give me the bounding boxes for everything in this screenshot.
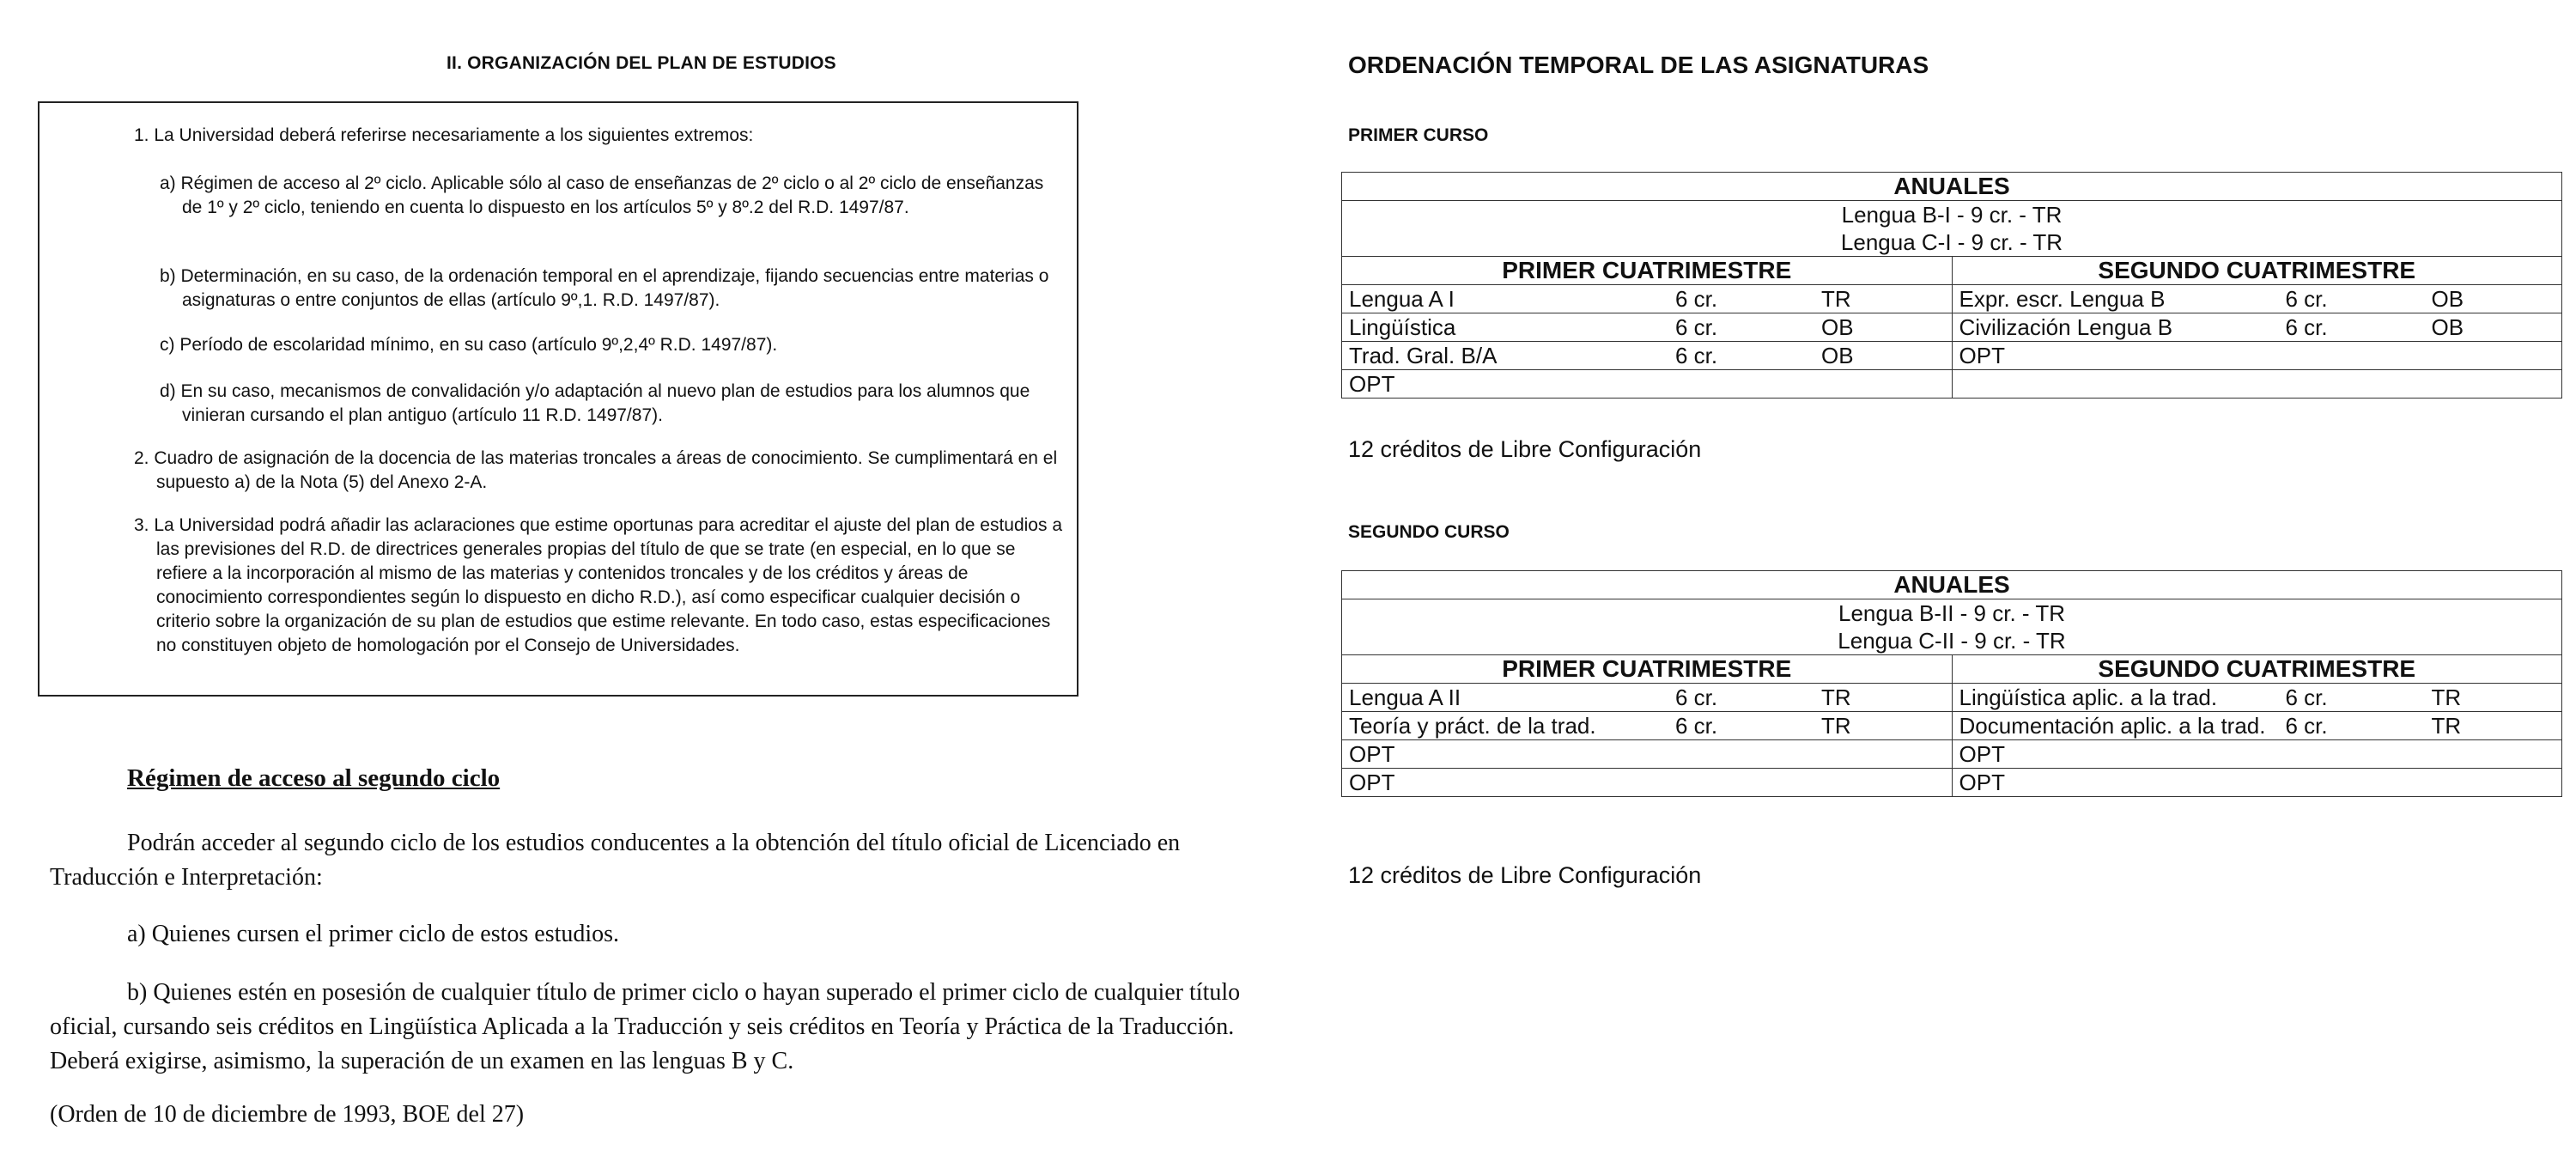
access-heading: Régimen de acceso al segundo ciclo [127, 764, 501, 792]
instruction-item-1: 1. La Universidad deberá referirse necesariamente a los siguientes extremos: [134, 125, 754, 145]
table-row [1342, 370, 2562, 399]
subject-credits: 6 cr. [1675, 685, 1718, 710]
subject-type [1821, 370, 1907, 398]
subject-type: OB [2431, 314, 2464, 340]
subject-type: TR [1821, 713, 1851, 739]
instruction-item-a: a) Régimen de acceso al 2º ciclo. Aplicable sólo al caso de enseñanzas de 2º ciclo o al 2º ciclo de enseñanzas de 1º y 2º ciclo, teniendo en cuenta lo dispuesto en los artículos 5º y 8º.2 del R.D. 1497/87. [160, 173, 1044, 217]
subject-type [2432, 342, 2518, 369]
anual-subjects [1342, 201, 2562, 257]
subject-type [2432, 769, 2518, 796]
instruction-item-b: b) Determinación, en su caso, de la ordenación temporal en el aprendizaje, fijando secuencias entre materias o asignaturas o entre conjuntos de ellas (artículo 9º,1. R.D. 1497/87). [160, 266, 1049, 310]
section-title: II. ORGANIZACIÓN DEL PLAN DE ESTUDIOS [447, 53, 836, 73]
subject-name: Lengua A II [1349, 685, 1461, 710]
subject-name: OPT [1959, 770, 2005, 795]
anuales-header: ANUALES [1342, 571, 2562, 599]
subject-name: Lingüística [1349, 314, 1456, 340]
subject-name: OPT [1349, 741, 1395, 767]
subject-name: Teoría y práct. de la trad. [1349, 713, 1596, 739]
anual-subject: Lengua B-II - 9 cr. - TR [1838, 600, 2065, 626]
table-row [1342, 740, 2562, 769]
subject-name: Documentación aplic. a la trad. [1959, 713, 2266, 739]
anual-subject: Lengua C-II - 9 cr. - TR [1838, 628, 2066, 654]
schedule-table-1 [1341, 172, 2562, 399]
subject-credits [1675, 769, 1821, 796]
access-option-b [50, 976, 1269, 1079]
subject-credits [2286, 342, 2432, 369]
subject-credits: 6 cr. [1675, 343, 1718, 368]
sem1-header: PRIMER CUATRIMESTRE [1342, 655, 1953, 684]
libre-configuracion-note-1: 12 créditos de Libre Configuración [1348, 436, 1702, 462]
anual-subject: Lengua B-I - 9 cr. - TR [1841, 202, 2063, 228]
sem2-header: SEGUNDO CUATRIMESTRE [1952, 655, 2562, 684]
subject-name: Trad. Gral. B/A [1349, 343, 1498, 368]
subject-name: Civilización Lengua B [1959, 314, 2173, 340]
subject-type: OB [1821, 314, 1854, 340]
schedule-title: ORDENACIÓN TEMPORAL DE LAS ASIGNATURAS [1348, 52, 1929, 78]
table-row [1342, 769, 2562, 797]
access-option-a-text: a) Quienes cursen el primer ciclo de estos estudios. [127, 921, 620, 947]
subject-name: Lengua A I [1349, 286, 1455, 312]
subject-credits: 6 cr. [1675, 713, 1718, 739]
subject-type [2432, 740, 2518, 768]
anual-subjects [1342, 599, 2562, 655]
subject-credits: 6 cr. [2285, 314, 2328, 340]
instruction-item-3: 3. La Universidad podrá añadir las aclaraciones que estime oportunas para acreditar el ajuste del plan de estudios a las previsiones del R.D. de directrices generales propias del título de que se trate (en especial, en lo que se refiere a la incorporación al mismo de las materias y contenidos troncales y de los créditos y áreas de conocimiento correspondientes según lo dispuesto en dicho R.D.), así como especificar cualquier decisión o criterio sobre la organización de su plan de estudios que estime relevante. En todo caso, estas especificaciones no constituyen objeto de homologación por el Consejo de Universidades. [134, 515, 1062, 655]
subject-type: OB [1821, 343, 1854, 368]
subject-type: OB [2431, 286, 2464, 312]
table-row [1342, 313, 2562, 342]
subject-type [1821, 769, 1907, 796]
subject-credits: 6 cr. [2285, 713, 2328, 739]
access-intro-text: Podrán acceder al segundo ciclo de los estudios conducentes a la obtención del título oficial de Licenciado en Traducción e Interpretación: [50, 830, 1181, 891]
subject-type: TR [1821, 685, 1851, 710]
subject-credits [2286, 769, 2432, 796]
access-option-a [50, 917, 1269, 952]
instruction-item-2: 2. Cuadro de asignación de la docencia de las materias troncales a áreas de conocimiento. Se cumplimentará en el supuesto a) de la Nota (5) del Anexo 2-A. [134, 448, 1058, 492]
curso-label-2: SEGUNDO CURSO [1348, 522, 1510, 542]
subject-name: Expr. escr. Lengua B [1959, 286, 2166, 312]
subject-credits [2286, 740, 2432, 768]
subject-credits: 6 cr. [1675, 286, 1718, 312]
subject-name: OPT [1349, 770, 1395, 795]
schedule-table-2 [1341, 570, 2562, 797]
table-row [1342, 712, 2562, 740]
instruction-item-d: d) En su caso, mecanismos de convalidación y/o adaptación al nuevo plan de estudios para los alumnos que vinieran cursando el plan antiguo (artículo 11 R.D. 1497/87). [160, 381, 1030, 425]
subject-name: Lingüística aplic. a la trad. [1959, 685, 2218, 710]
access-option-b-text: b) Quienes estén en posesión de cualquier título de primer ciclo o hayan superado el primer ciclo de cualquier título oficial, cursando seis créditos en Lingüística Aplicada a la Traducción y seis créditos en Teoría y Práctica de la Traducción. Deberá exigirse, asimismo, la superación de un examen en las lenguas B y C. [50, 979, 1241, 1074]
subject-type: TR [2431, 713, 2462, 739]
subject-name: OPT [1349, 371, 1395, 397]
anuales-header: ANUALES [1342, 173, 2562, 201]
table-row [1342, 285, 2562, 313]
access-intro-paragraph [50, 826, 1269, 895]
subject-type [1821, 740, 1907, 768]
table-row [1342, 684, 2562, 712]
subject-credits [1675, 740, 1821, 768]
table-row [1342, 342, 2562, 370]
subject-credits [1675, 370, 1821, 398]
subject-credits: 6 cr. [2285, 286, 2328, 312]
sem1-header: PRIMER CUATRIMESTRE [1342, 257, 1953, 285]
libre-configuracion-note-2: 12 créditos de Libre Configuración [1348, 862, 1702, 888]
subject-type: TR [1821, 286, 1851, 312]
subject-credits: 6 cr. [2285, 685, 2328, 710]
subject-name: OPT [1959, 741, 2005, 767]
instructions-box [38, 101, 1078, 697]
anual-subject: Lengua C-I - 9 cr. - TR [1840, 229, 2063, 255]
sem2-header: SEGUNDO CUATRIMESTRE [1952, 257, 2562, 285]
curso-label-1: PRIMER CURSO [1348, 125, 1489, 145]
subject-type: TR [2431, 685, 2462, 710]
subject-credits: 6 cr. [1675, 314, 1718, 340]
subject-name: OPT [1959, 343, 2005, 368]
instruction-item-c: c) Período de escolaridad mínimo, en su caso (artículo 9º,2,4º R.D. 1497/87). [160, 335, 778, 355]
order-reference: (Orden de 10 de diciembre de 1993, BOE del 27) [50, 1101, 525, 1128]
